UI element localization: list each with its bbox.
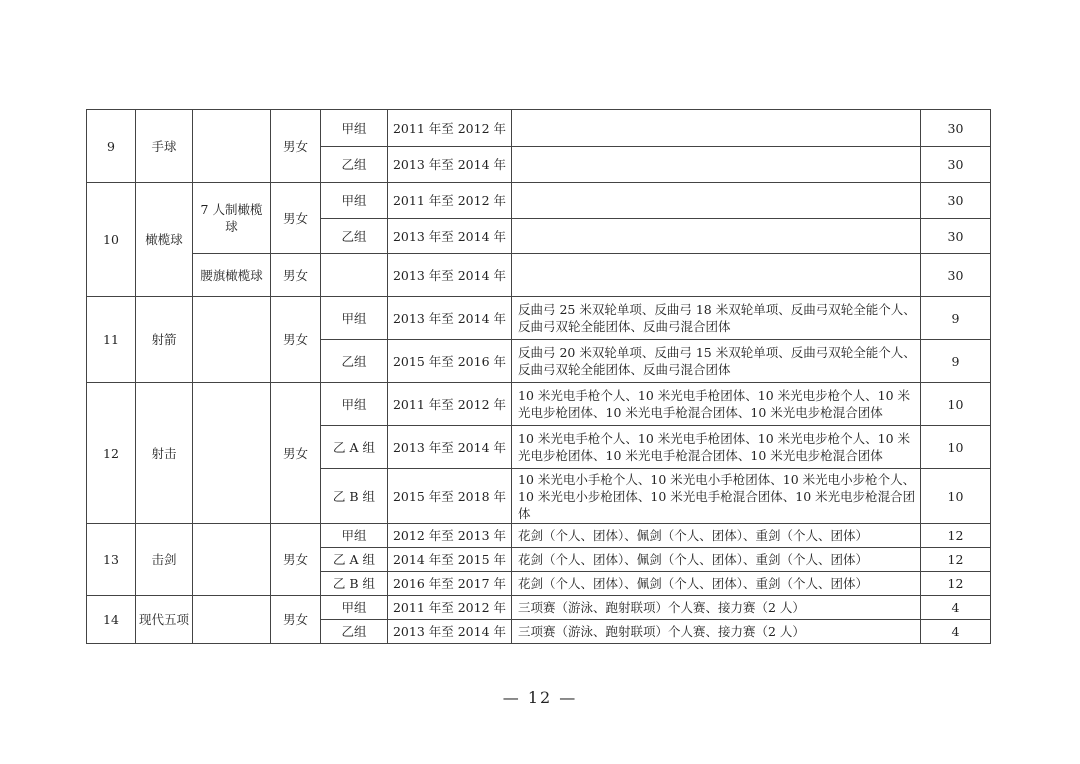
quota: 10: [921, 426, 991, 469]
group: 乙 B 组: [321, 572, 388, 596]
sport-name: 射箭: [136, 297, 193, 383]
row-number: 14: [87, 596, 136, 644]
birth-years: 2015 年至 2016 年: [388, 340, 512, 383]
table-row: [87, 297, 991, 340]
birth-years: 2011 年至 2012 年: [388, 596, 512, 620]
gender: 男女: [271, 183, 321, 254]
birth-years: 2011 年至 2012 年: [388, 383, 512, 426]
table-row: [87, 383, 991, 426]
group: 甲组: [321, 297, 388, 340]
birth-years: 2014 年至 2015 年: [388, 548, 512, 572]
table-row: [87, 596, 991, 620]
table-row: [87, 183, 991, 219]
birth-years: 2013 年至 2014 年: [388, 254, 512, 297]
birth-years: 2013 年至 2014 年: [388, 620, 512, 644]
birth-years: 2012 年至 2013 年: [388, 524, 512, 548]
table-row: [87, 110, 991, 147]
row-number: 12: [87, 383, 136, 524]
sub-event: [193, 596, 271, 644]
event-items: 花剑（个人、团体）、佩剑（个人、团体）、重剑（个人、团体）: [512, 524, 921, 548]
event-items: 10 米光电手枪个人、10 米光电手枪团体、10 米光电步枪个人、10 米光电步枪团体、10 米光电手枪混合团体、10 米光电步枪混合团体: [512, 426, 921, 469]
group: 甲组: [321, 183, 388, 219]
birth-years: 2011 年至 2012 年: [388, 110, 512, 147]
sub-event: [193, 110, 271, 183]
sub-event: [193, 383, 271, 524]
sport-name: 手球: [136, 110, 193, 183]
group: [321, 254, 388, 297]
gender: 男女: [271, 297, 321, 383]
quota: 12: [921, 572, 991, 596]
quota: 10: [921, 469, 991, 524]
events-table: [86, 109, 991, 644]
row-number: 11: [87, 297, 136, 383]
event-items: 10 米光电手枪个人、10 米光电手枪团体、10 米光电步枪个人、10 米光电步枪团体、10 米光电手枪混合团体、10 米光电步枪混合团体: [512, 383, 921, 426]
group: 乙 A 组: [321, 426, 388, 469]
table-row: [87, 254, 991, 297]
event-items: [512, 219, 921, 254]
event-items: [512, 147, 921, 183]
group: 乙组: [321, 147, 388, 183]
group: 乙组: [321, 340, 388, 383]
sport-name: 射击: [136, 383, 193, 524]
event-items: 反曲弓 20 米双轮单项、反曲弓 15 米双轮单项、反曲弓双轮全能个人、反曲弓双轮全能团体、反曲弓混合团体: [512, 340, 921, 383]
quota: 30: [921, 183, 991, 219]
page-number: — 12 —: [502, 688, 578, 707]
sub-event: [193, 524, 271, 596]
birth-years: 2011 年至 2012 年: [388, 183, 512, 219]
birth-years: 2015 年至 2018 年: [388, 469, 512, 524]
gender: 男女: [271, 596, 321, 644]
row-number: 13: [87, 524, 136, 596]
quota: 30: [921, 147, 991, 183]
sub-event: 7 人制橄榄球: [193, 183, 271, 254]
event-items: 10 米光电小手枪个人、10 米光电小手枪团体、10 米光电小步枪个人、10 米光电小步枪团体、10 米光电手枪混合团体、10 米光电步枪混合团体: [512, 469, 921, 524]
birth-years: 2013 年至 2014 年: [388, 297, 512, 340]
group: 甲组: [321, 596, 388, 620]
sub-event: 腰旗橄榄球: [193, 254, 271, 297]
event-items: 三项赛（游泳、跑射联项）个人赛、接力赛（2 人）: [512, 620, 921, 644]
table-row: [87, 524, 991, 548]
event-items: 三项赛（游泳、跑射联项）个人赛、接力赛（2 人）: [512, 596, 921, 620]
sub-event: [193, 297, 271, 383]
group: 乙 A 组: [321, 548, 388, 572]
sport-name: 现代五项: [136, 596, 193, 644]
row-number: 9: [87, 110, 136, 183]
event-items: [512, 110, 921, 147]
quota: 30: [921, 254, 991, 297]
sport-name: 击剑: [136, 524, 193, 596]
event-items: 反曲弓 25 米双轮单项、反曲弓 18 米双轮单项、反曲弓双轮全能个人、反曲弓双轮全能团体、反曲弓混合团体: [512, 297, 921, 340]
gender: 男女: [271, 254, 321, 297]
birth-years: 2013 年至 2014 年: [388, 426, 512, 469]
row-number: 10: [87, 183, 136, 297]
quota: 4: [921, 596, 991, 620]
event-items: 花剑（个人、团体）、佩剑（个人、团体）、重剑（个人、团体）: [512, 572, 921, 596]
gender: 男女: [271, 383, 321, 524]
group: 乙组: [321, 620, 388, 644]
event-items: 花剑（个人、团体）、佩剑（个人、团体）、重剑（个人、团体）: [512, 548, 921, 572]
group: 甲组: [321, 383, 388, 426]
quota: 9: [921, 340, 991, 383]
quota: 12: [921, 548, 991, 572]
birth-years: 2013 年至 2014 年: [388, 147, 512, 183]
gender: 男女: [271, 524, 321, 596]
group: 乙 B 组: [321, 469, 388, 524]
birth-years: 2013 年至 2014 年: [388, 219, 512, 254]
quota: 10: [921, 383, 991, 426]
event-items: [512, 183, 921, 219]
quota: 30: [921, 219, 991, 254]
sport-name: 橄榄球: [136, 183, 193, 297]
event-items: [512, 254, 921, 297]
quota: 4: [921, 620, 991, 644]
group: 甲组: [321, 524, 388, 548]
gender: 男女: [271, 110, 321, 183]
events-table-body: [87, 110, 991, 644]
quota: 9: [921, 297, 991, 340]
quota: 12: [921, 524, 991, 548]
quota: 30: [921, 110, 991, 147]
group: 甲组: [321, 110, 388, 147]
group: 乙组: [321, 219, 388, 254]
birth-years: 2016 年至 2017 年: [388, 572, 512, 596]
